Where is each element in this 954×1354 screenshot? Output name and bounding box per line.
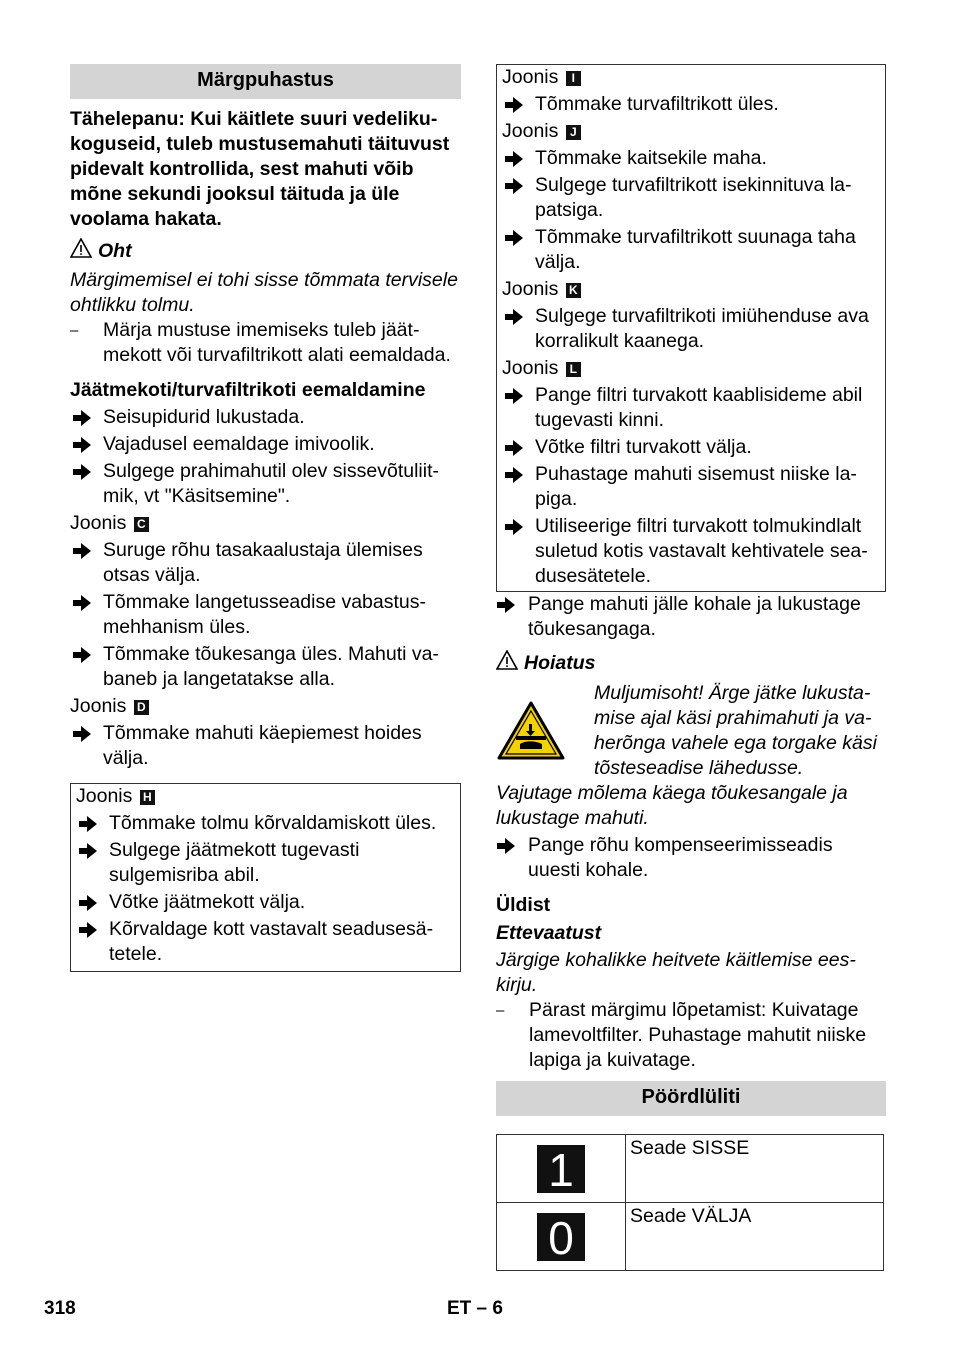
steps-list-a bbox=[70, 405, 461, 509]
warning-text: Muljumisoht! Ärge jätke lukustamise ajal käsi prahimahuti ja vaherõnga vahele ega torgake käsi tõsteseadise lähedusse. bbox=[594, 682, 877, 779]
section-heading-wet-cleaning: Märgpuhastus bbox=[70, 64, 461, 99]
steps-list-i bbox=[502, 92, 881, 117]
warning-block bbox=[496, 681, 886, 781]
step-text: Tõmmake turvafiltrikott suunaga taha välja. bbox=[535, 226, 856, 273]
warning-header bbox=[496, 650, 886, 677]
arrow-right-icon bbox=[504, 173, 526, 202]
arrow-right-icon bbox=[504, 435, 526, 464]
switch-table bbox=[496, 1134, 884, 1271]
steps-list-c bbox=[70, 538, 461, 692]
switch-on-symbol: 1 bbox=[537, 1145, 585, 1193]
figure-j-label: Joonis J bbox=[502, 119, 881, 144]
step-after-box: Pange mahuti jälle kohale ja lukustage tõukesangaga. bbox=[496, 592, 886, 642]
figure-i-l-box bbox=[496, 64, 886, 592]
danger-title: Oht bbox=[98, 240, 132, 262]
dash-item-right: – Pärast märgimu lõpetamist: Kuivatage lamevoltfilter. Puhastage mahutit niiske lapiga ja kuivatage. bbox=[496, 999, 867, 1071]
arrow-right-icon bbox=[72, 405, 94, 434]
switch-off-symbol: 0 bbox=[537, 1213, 585, 1261]
step-item bbox=[70, 432, 461, 457]
figure-letter-k: K bbox=[566, 283, 581, 298]
arrow-right-icon bbox=[72, 642, 94, 671]
steps-list-d bbox=[70, 721, 461, 771]
right-column bbox=[496, 64, 886, 1271]
figure-letter-d: D bbox=[134, 700, 149, 715]
arrow-right-icon bbox=[504, 225, 526, 254]
figure-d-label: Joonis D bbox=[70, 694, 461, 719]
section-heading-rotary-switch: Pöördlüliti bbox=[496, 1081, 886, 1116]
step-item bbox=[76, 838, 456, 888]
figure-c-label: Joonis C bbox=[70, 511, 461, 536]
arrow-right-icon bbox=[504, 146, 526, 175]
language-page-label: ET – 6 bbox=[447, 1298, 503, 1319]
figure-letter-l: L bbox=[566, 362, 581, 377]
step-item bbox=[502, 173, 881, 223]
step-item bbox=[502, 304, 881, 354]
step-item bbox=[70, 721, 461, 771]
attention-note: Tähelepanu: Kui käitlete suuri vedelikukoguseid, tuleb mustusemahuti täituvust pidevalt kontrollida, sest mahuti võib mõne sekundi jooksul täituda ja üle voolama hakata. bbox=[70, 108, 450, 230]
arrow-right-icon bbox=[78, 917, 100, 946]
arrow-right-icon bbox=[72, 432, 94, 461]
subheading-bag-removal: Jäätmekoti/turvafiltrikoti eemaldamine bbox=[70, 379, 426, 401]
arrow-right-icon bbox=[72, 721, 94, 750]
steps-list-h bbox=[76, 811, 456, 967]
step-text: Kõrvaldage kott vastavalt seadusesätetele. bbox=[109, 918, 434, 965]
step-item bbox=[502, 435, 881, 460]
caution-title: Ettevaatust bbox=[496, 922, 602, 944]
step-text: Sulgege turvafiltrikoti imiühenduse ava korralikult kaanega. bbox=[535, 305, 869, 352]
step-item bbox=[70, 405, 461, 430]
step-item bbox=[76, 890, 456, 915]
step-text: Sulgege turvafiltrikott isekinnituva lapatsiga. bbox=[535, 174, 852, 221]
switch-row-on bbox=[497, 1135, 884, 1203]
page-number: 318 bbox=[44, 1298, 76, 1319]
step-item bbox=[70, 642, 461, 692]
arrow-right-icon bbox=[504, 304, 526, 333]
arrow-right-icon bbox=[504, 383, 526, 412]
caution-text: Järgige kohalikke heitvete käitlemise eeskirju. bbox=[496, 949, 856, 996]
arrow-right-icon bbox=[72, 459, 94, 488]
left-column bbox=[70, 64, 461, 972]
switch-off-text: Seade VÄLJA bbox=[626, 1203, 884, 1271]
step-item bbox=[70, 459, 461, 509]
arrow-right-icon bbox=[72, 538, 94, 567]
switch-on-text: Seade SISSE bbox=[626, 1135, 884, 1203]
figure-letter-c: C bbox=[134, 517, 149, 532]
arrow-right-icon bbox=[78, 811, 100, 840]
step-after-warning: Pange rõhu kompenseerimisseadis uuesti kohale. bbox=[496, 833, 886, 883]
arrow-right-icon bbox=[78, 890, 100, 919]
step-text: Vajadusel eemaldage imivoolik. bbox=[103, 433, 375, 455]
step-item bbox=[502, 383, 881, 433]
steps-list-j bbox=[502, 146, 881, 275]
step-text: Tõmmake tõukesanga üles. Mahuti vabaneb ja langetatakse alla. bbox=[103, 643, 440, 690]
arrow-right-icon bbox=[78, 838, 100, 867]
hand-crush-warning-icon bbox=[496, 681, 594, 781]
step-item bbox=[70, 590, 461, 640]
steps-list-k bbox=[502, 304, 881, 354]
danger-header bbox=[70, 238, 461, 265]
step-item bbox=[502, 462, 881, 512]
step-item bbox=[502, 225, 881, 275]
step-text: Pange filtri turvakott kaablisideme abil tugevasti kinni. bbox=[535, 384, 863, 431]
step-text: Puhastage mahuti sisemust niiske lapiga. bbox=[535, 463, 857, 510]
figure-letter-h: H bbox=[140, 790, 155, 805]
figure-letter-j: J bbox=[566, 125, 581, 140]
arrow-right-icon bbox=[504, 462, 526, 491]
step-text: Sulgege prahimahutil olev sissevõtuliitmik, vt "Käsitsemine". bbox=[103, 460, 440, 507]
warning-title: Hoiatus bbox=[524, 652, 596, 674]
step-item bbox=[76, 917, 456, 967]
step-text: Utiliseerige filtri turvakott tolmukindlalt suletud kotis vastavalt kehtivatele seadusesätetele. bbox=[535, 515, 868, 587]
step-text: Suruge rõhu tasakaalustaja ülemises otsas välja. bbox=[103, 539, 423, 586]
step-item bbox=[70, 538, 461, 588]
step-text: Tõmmake mahuti käepiemest hoides välja. bbox=[103, 722, 422, 769]
step-text: Võtke jäätmekott välja. bbox=[109, 891, 306, 913]
figure-l-label: Joonis L bbox=[502, 356, 881, 381]
figure-h-label: Joonis H bbox=[76, 784, 456, 809]
arrow-right-icon bbox=[496, 592, 518, 621]
arrow-right-icon bbox=[72, 590, 94, 619]
figure-letter-i: I bbox=[566, 71, 581, 86]
warning-triangle-icon bbox=[496, 650, 518, 677]
arrow-right-icon bbox=[496, 833, 518, 862]
step-text: Tõmmake turvafiltrikott üles. bbox=[535, 93, 779, 115]
warning-text-2: Vajutage mõlema käega tõukesangale ja lukustage mahuti. bbox=[496, 782, 848, 829]
step-item bbox=[502, 146, 881, 171]
switch-row-off bbox=[497, 1203, 884, 1271]
arrow-right-icon bbox=[504, 514, 526, 543]
warning-triangle-icon bbox=[70, 238, 92, 265]
figure-k-label: Joonis K bbox=[502, 277, 881, 302]
step-item bbox=[502, 514, 881, 589]
arrow-right-icon bbox=[504, 92, 526, 121]
step-item bbox=[502, 92, 881, 117]
step-text: Sulgege jäätmekott tugevasti sulgemisriba abil. bbox=[109, 839, 360, 886]
figure-h-box bbox=[70, 783, 461, 972]
step-text: Tõmmake langetusseadise vabastusmehhanism üles. bbox=[103, 591, 427, 638]
figure-i-label: Joonis I bbox=[502, 65, 881, 90]
step-text: Seisupidurid lukustada. bbox=[103, 406, 305, 428]
dash-item: – Märja mustuse imemiseks tuleb jäätmekott või turvafiltrikott alati eemaldada. bbox=[70, 319, 451, 366]
danger-text: Märgimemisel ei tohi sisse tõmmata tervisele ohtlikku tolmu. bbox=[70, 269, 458, 316]
step-text: Tõmmake tolmu kõrvaldamiskott üles. bbox=[109, 812, 437, 834]
step-text: Tõmmake kaitsekile maha. bbox=[535, 147, 767, 169]
general-heading: Üldist bbox=[496, 894, 551, 916]
step-item bbox=[76, 811, 456, 836]
steps-list-l bbox=[502, 383, 881, 589]
step-text: Võtke filtri turvakott välja. bbox=[535, 436, 752, 458]
